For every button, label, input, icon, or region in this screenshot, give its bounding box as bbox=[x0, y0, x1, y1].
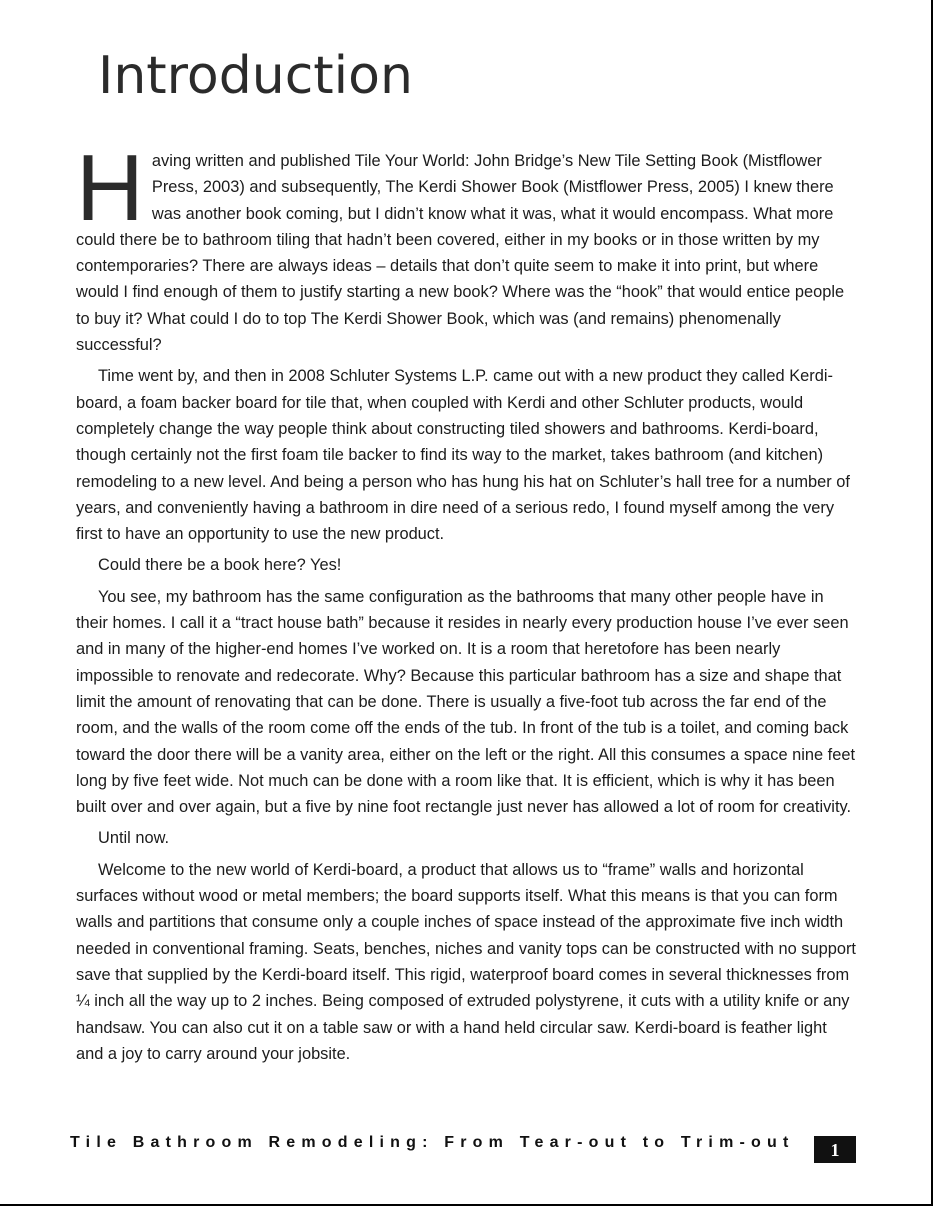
footer-book-title: Tile Bathroom Remodeling: From Tear-out to Trim-out bbox=[70, 1134, 795, 1151]
drop-cap: H bbox=[76, 135, 144, 240]
paragraph-6: Welcome to the new world of Kerdi-board, a product that allows us to “frame” walls and horizontal surfaces without wood or metal members; the board supports itself. What this means is that you can form walls and partitions that consume only a couple inches of space instead of the approximate five inch width needed in conventional framing. Seats, benches, niches and vanity tops can be constructed with no support save that supplied by the Kerdi-board itself. This rigid, waterproof board comes in several thicknesses from ¼ inch all the way up to 2 inches. Being composed of extruded polystyrene, it cuts with a utility knife or any handsaw. You can also cut it on a table saw or with a hand held circular saw. Kerdi-board is feather light and a joy to carry around your jobsite. bbox=[76, 860, 856, 1063]
paragraph-3: Could there be a book here? Yes! bbox=[98, 556, 342, 575]
paragraph-5: Until now. bbox=[98, 829, 170, 848]
paragraph-1-text: aving written and published Tile Your World: John Bridge’s New Tile Setting Book (Mistflower Press, 2003) and subsequently, The Kerdi Shower Book (Mistflower Press, 2005) I knew there was another book coming, but I didn’t know what it was, what it would encompass. What more could there be to bathroom tiling that hadn’t been covered, either in my books or in those written by my contemporaries? There are always ideas – details that don’t quite seem to make it into print, but where would I find enough of them to justify starting a new book? Where was the “hook” that would entice people to buy it? What could I do to top The Kerdi Shower Book, which was (and remains) phenomenally successful? bbox=[76, 152, 845, 355]
paragraph-4: You see, my bathroom has the same configuration as the bathrooms that many other people have in their homes. I call it a “tract house bath” because it resides in nearly every production house I’ve ever seen and in many of the higher-end homes I’ve worked on. It is a room that heretofore has been nearly impossible to renovate and redecorate. Why? Because this particular bathroom has a size and shape that limit the amount of renovating that can be done. There is usually a five-foot tub across the far end of the room, and the walls of the room come off the ends of the tub. In front of the tub is a toilet, and coming back toward the door there will be a vanity area, either on the left or the right. All this consumes a space nine feet long by five feet wide. Not much can be done with a room like that. It is efficient, which is why it has been built over and over again, but a five by nine foot rectangle just never has allowed a lot of room for creativity. bbox=[76, 587, 855, 817]
body-text bbox=[76, 135, 858, 1072]
paragraph-2: Time went by, and then in 2008 Schluter Systems L.P. came out with a new product they called Kerdi-board, a foam backer board for tile that, when coupled with Kerdi and other Schluter products, would completely change the way people think about constructing tiled showers and bathrooms. Kerdi-board, though certainly not the first foam tile backer to find its way to the market, takes bathroom (and kitchen) remodeling to a new level. And being a person who has hung his hat on Schluter’s hall tree for a number of years, and conveniently having a bathroom in dire need of a serious redo, I found myself among the very first to have an opportunity to use the new product. bbox=[76, 367, 850, 544]
paragraph-1 bbox=[76, 135, 858, 358]
page-title: Introduction bbox=[98, 46, 413, 106]
page-number-badge: 1 bbox=[814, 1136, 856, 1163]
